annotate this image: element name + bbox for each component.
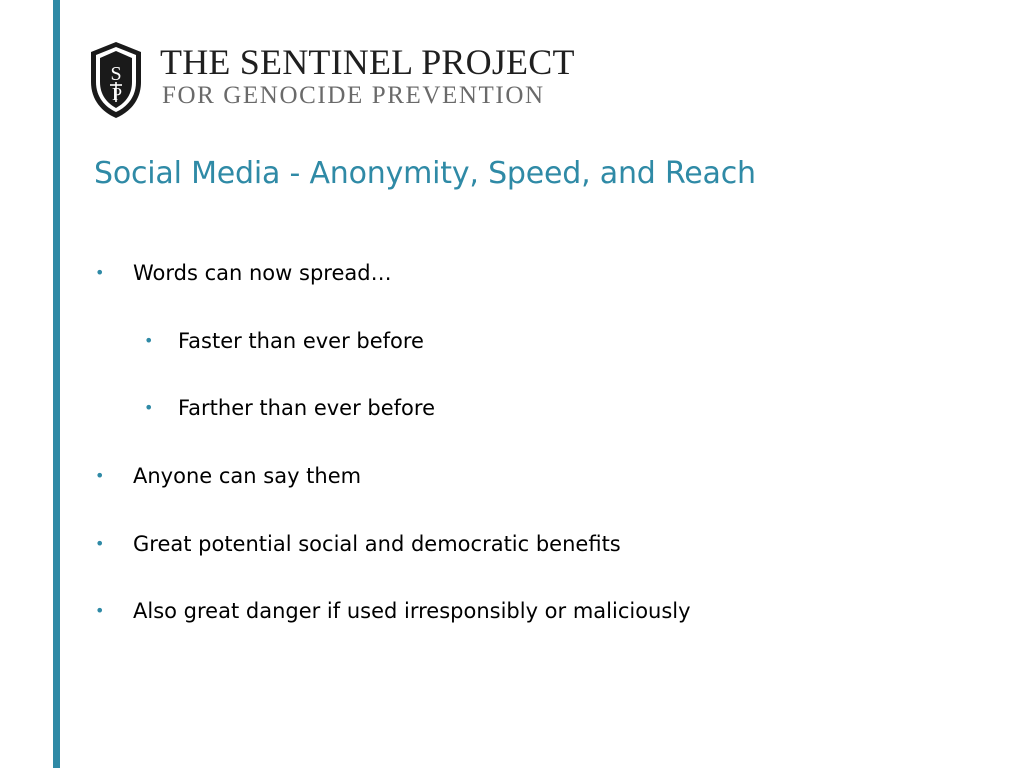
- bullet-text: Words can now spread…: [133, 261, 392, 285]
- bullet-text: Great potential social and democratic benefits: [133, 532, 621, 556]
- bullet-text: Faster than ever before: [178, 329, 424, 353]
- bullet-dot-icon: •: [144, 331, 154, 350]
- bullet-dot-icon: •: [95, 534, 105, 553]
- logo-subtitle: FOR GENOCIDE PREVENTION: [162, 82, 545, 109]
- bullet-text: Also great danger if used irresponsibly or maliciously: [133, 599, 691, 623]
- bullet-text: Anyone can say them: [133, 464, 362, 488]
- bullet-text: Farther than ever before: [178, 396, 435, 420]
- bullet-dot-icon: •: [95, 466, 105, 485]
- svg-text:P: P: [111, 84, 123, 104]
- logo-title: THE SENTINEL PROJECT: [160, 42, 575, 82]
- sentinel-project-logo: [86, 40, 606, 122]
- slide-title: Social Media - Anonymity, Speed, and Reach: [94, 156, 756, 191]
- shield-monogram-icon: [86, 40, 146, 120]
- svg-text:S: S: [110, 63, 122, 85]
- bullet-dot-icon: •: [95, 263, 105, 282]
- left-accent-bar: [53, 0, 60, 768]
- bullet-dot-icon: •: [95, 601, 105, 620]
- bullet-dot-icon: •: [144, 398, 154, 417]
